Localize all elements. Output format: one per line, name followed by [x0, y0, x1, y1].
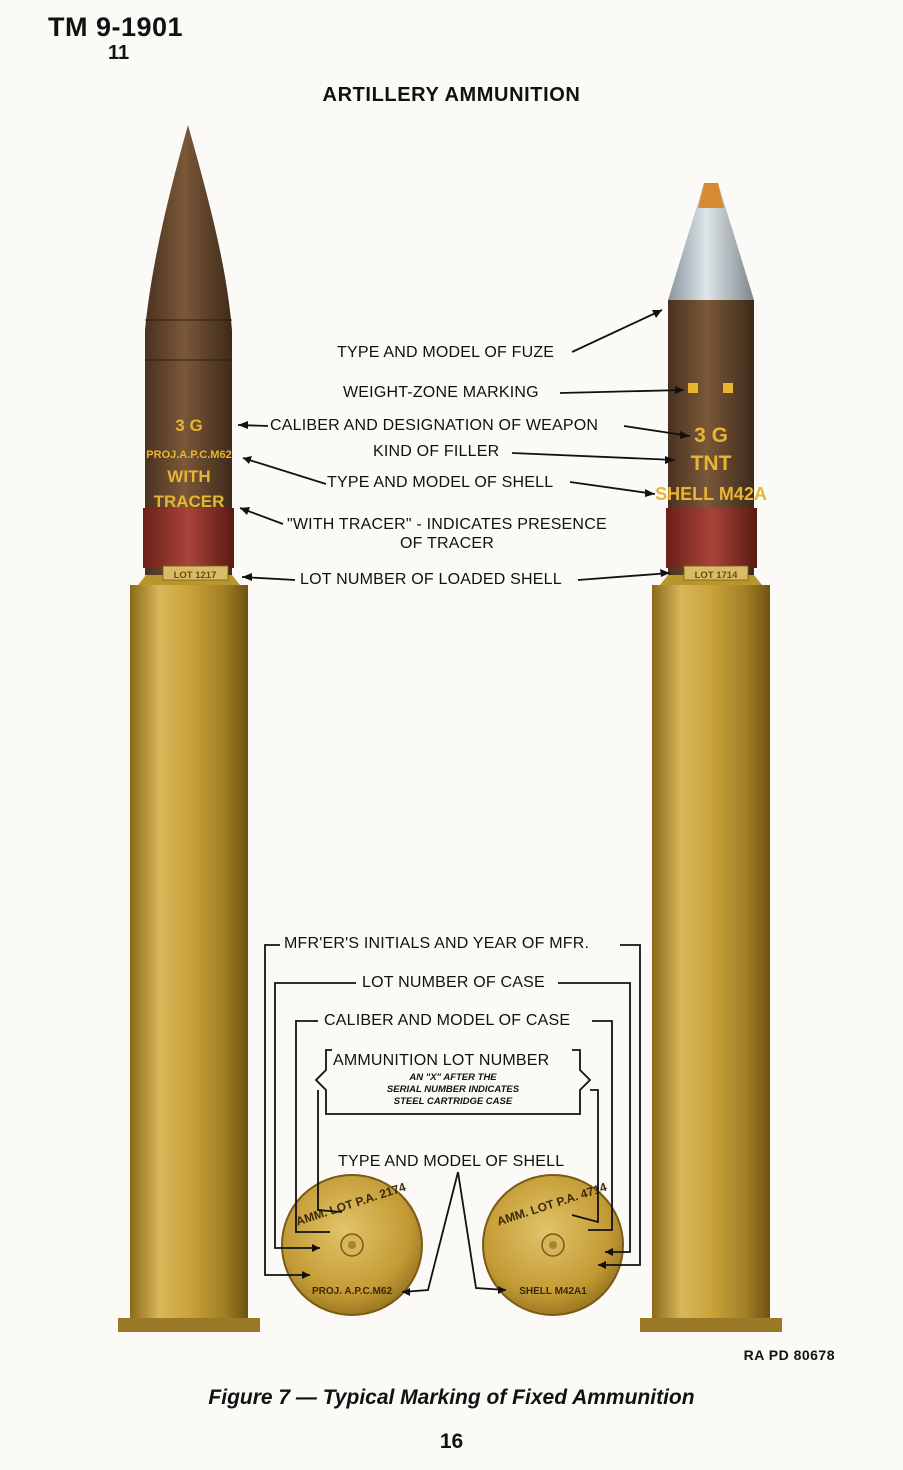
left-stencil-projectile: PROJ.A.P.C.M62	[146, 449, 232, 461]
left-cartridge-case	[130, 585, 248, 1325]
left-lot-stamp: LOT 1217	[173, 570, 217, 581]
left-stencil-with: WITH	[167, 467, 211, 486]
label-filler: KIND OF FILLER	[373, 443, 500, 460]
label-tracer-1: "WITH TRACER" - INDICATES PRESENCE	[287, 516, 607, 533]
sub-number: 11	[108, 42, 130, 64]
right-stencil-filler: TNT	[690, 452, 732, 475]
figure-reference: RA PD 80678	[743, 1347, 835, 1363]
label-fuze: TYPE AND MODEL OF FUZE	[337, 344, 555, 361]
right-base	[483, 1175, 623, 1315]
section-title: ARTILLERY AMMUNITION	[322, 84, 581, 106]
tm-number: TM 9-1901	[48, 12, 184, 42]
label-weight-zone: WEIGHT-ZONE MARKING	[343, 384, 539, 401]
left-round	[118, 125, 260, 1332]
right-base-shell: SHELL M42A1	[519, 1286, 587, 1297]
right-round	[640, 183, 782, 1332]
label-tracer-2: OF TRACER	[400, 535, 494, 552]
right-lot-stamp: LOT 1714	[694, 570, 738, 581]
label-shell-model-base: TYPE AND MODEL OF SHELL	[338, 1153, 565, 1170]
page-number: 16	[439, 1430, 464, 1453]
left-case-rim	[118, 1318, 260, 1332]
ammo-note-line-2: SERIAL NUMBER INDICATES	[386, 1084, 520, 1095]
right-cartridge-case	[652, 585, 770, 1325]
weight-zone-square-1	[688, 383, 698, 393]
ammo-note-line-1: AN "X" AFTER THE	[409, 1072, 497, 1083]
label-ammo-lot: AMMUNITION LOT NUMBER	[333, 1052, 550, 1069]
left-base-lot: AMM. LOT P.A. 2174	[294, 1179, 408, 1229]
label-caliber-case: CALIBER AND MODEL OF CASE	[324, 1012, 571, 1029]
left-base-shell: PROJ. A.P.C.M62	[311, 1286, 393, 1297]
left-base	[282, 1175, 422, 1315]
left-stencil-caliber: 3 G	[175, 416, 203, 435]
fuze-tip	[698, 183, 724, 208]
ammo-lot-note	[343, 1072, 563, 1108]
right-case-rim	[640, 1318, 782, 1332]
weight-zone-square-2	[723, 383, 733, 393]
label-mfr-initials: MFR'ER'S INITIALS AND YEAR OF MFR.	[284, 935, 590, 952]
label-lot-case: LOT NUMBER OF CASE	[362, 974, 545, 991]
right-rotating-band	[666, 508, 757, 568]
left-rotating-band	[143, 508, 234, 568]
label-lot-loaded: LOT NUMBER OF LOADED SHELL	[300, 571, 562, 588]
ammo-note-line-3: STEEL CARTRIDGE CASE	[393, 1096, 513, 1107]
right-stencil-caliber: 3 G	[694, 424, 728, 447]
label-caliber-weapon: CALIBER AND DESIGNATION OF WEAPON	[270, 417, 599, 434]
right-stencil-shell: SHELL M42A	[655, 484, 767, 504]
label-shell-model: TYPE AND MODEL OF SHELL	[327, 474, 554, 491]
figure-caption: Figure 7 — Typical Marking of Fixed Ammunition	[208, 1386, 695, 1409]
right-base-lot: AMM. LOT P.A. 4714	[495, 1179, 609, 1229]
left-stencil-tracer: TRACER	[153, 492, 225, 511]
